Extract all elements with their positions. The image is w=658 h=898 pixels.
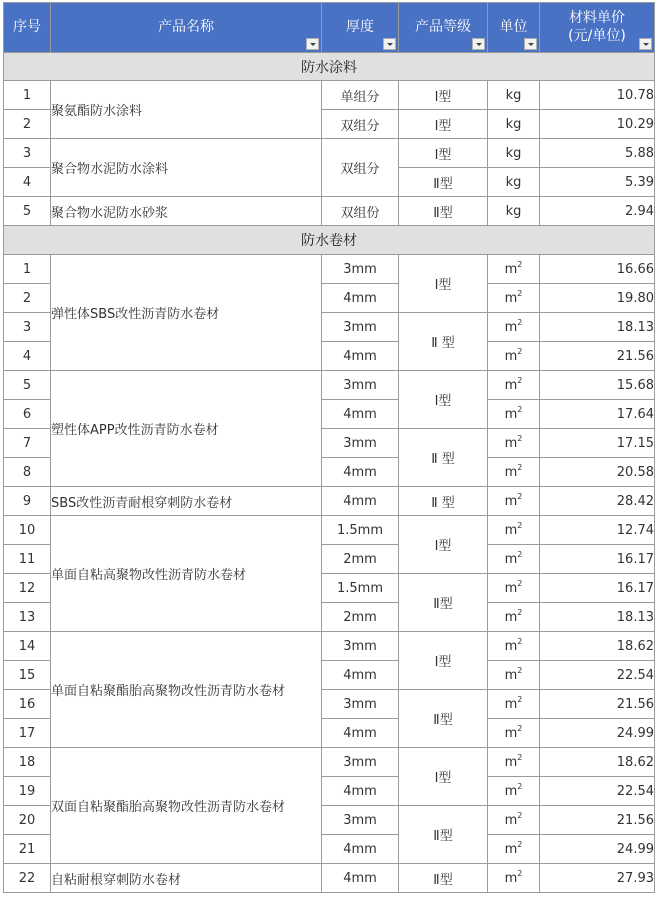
cell-grade: Ⅰ型	[399, 81, 488, 110]
cell-price: 18.62	[540, 748, 655, 777]
cell-thickness: 3mm	[322, 806, 399, 835]
cell-grade: Ⅱ 型	[399, 487, 488, 516]
unit-exponent: 2	[517, 839, 523, 849]
cell-thickness: 4mm	[322, 777, 399, 806]
unit-base: m	[504, 522, 518, 538]
cell-unit	[488, 429, 540, 458]
cell-seq: 15	[4, 661, 51, 690]
header-row	[4, 3, 655, 53]
unit-base: m	[504, 609, 518, 625]
cell-price: 18.13	[540, 603, 655, 632]
cell-unit: kg	[488, 168, 540, 197]
cell-unit	[488, 458, 540, 487]
unit-base: m	[504, 348, 518, 364]
unit-base: m	[504, 638, 518, 654]
cell-unit	[488, 748, 540, 777]
cell-thickness: 4mm	[322, 284, 399, 313]
unit-base: m	[504, 696, 518, 712]
cell-price: 22.54	[540, 661, 655, 690]
unit-base: m	[504, 493, 518, 509]
unit-exponent: 2	[517, 868, 523, 878]
cell-price: 15.68	[540, 371, 655, 400]
cell-price: 10.29	[540, 110, 655, 139]
cell-thickness: 4mm	[322, 864, 399, 893]
unit-base: m	[504, 870, 518, 886]
header-seq: 序号	[4, 3, 51, 53]
cell-thickness: 1.5mm	[322, 574, 399, 603]
cell-thickness: 1.5mm	[322, 516, 399, 545]
unit-base: m	[504, 551, 518, 567]
unit-exponent: 2	[517, 665, 523, 675]
unit-base: m	[504, 667, 518, 683]
cell-unit	[488, 864, 540, 893]
unit-exponent: 2	[517, 694, 523, 704]
unit-exponent: 2	[517, 578, 523, 588]
cell-seq: 3	[4, 313, 51, 342]
cell-price: 20.58	[540, 458, 655, 487]
cell-unit	[488, 545, 540, 574]
unit-exponent: 2	[517, 636, 523, 646]
cell-unit	[488, 632, 540, 661]
cell-grade: Ⅱ 型	[399, 429, 488, 487]
cell-grade: Ⅱ型	[399, 806, 488, 864]
cell-unit	[488, 603, 540, 632]
cell-price: 2.94	[540, 197, 655, 226]
unit-base: m	[504, 377, 518, 393]
cell-product-name: 单面自粘聚酯胎高聚物改性沥青防水卷材	[51, 632, 322, 748]
header-unit[interactable]: 单位	[488, 3, 540, 53]
filter-dropdown-icon[interactable]	[306, 38, 319, 50]
cell-unit: kg	[488, 81, 540, 110]
table-row	[4, 487, 655, 516]
cell-price: 5.88	[540, 139, 655, 168]
cell-unit	[488, 255, 540, 284]
cell-price: 22.54	[540, 777, 655, 806]
cell-thickness: 4mm	[322, 719, 399, 748]
cell-unit	[488, 574, 540, 603]
cell-thickness: 3mm	[322, 690, 399, 719]
filter-dropdown-icon[interactable]	[639, 38, 652, 50]
cell-seq: 8	[4, 458, 51, 487]
unit-exponent: 2	[517, 375, 523, 385]
cell-grade: Ⅱ型	[399, 864, 488, 893]
cell-unit	[488, 777, 540, 806]
cell-seq: 5	[4, 371, 51, 400]
filter-dropdown-icon[interactable]	[383, 38, 396, 50]
cell-price: 24.99	[540, 719, 655, 748]
section-title-membrane: 防水卷材	[4, 226, 655, 255]
cell-thickness: 双组分	[322, 139, 399, 197]
cell-grade: Ⅱ型	[399, 168, 488, 197]
cell-thickness: 3mm	[322, 429, 399, 458]
unit-base: m	[504, 754, 518, 770]
cell-seq: 1	[4, 255, 51, 284]
header-thickness[interactable]: 厚度	[322, 3, 399, 53]
cell-thickness: 3mm	[322, 313, 399, 342]
table-row	[4, 255, 655, 284]
unit-base: m	[504, 464, 518, 480]
cell-grade: Ⅱ型	[399, 574, 488, 632]
unit-exponent: 2	[517, 259, 523, 269]
cell-seq: 2	[4, 284, 51, 313]
cell-thickness: 4mm	[322, 458, 399, 487]
cell-price: 12.74	[540, 516, 655, 545]
header-grade[interactable]: 产品等级	[399, 3, 488, 53]
unit-exponent: 2	[517, 462, 523, 472]
unit-base: m	[504, 812, 518, 828]
cell-thickness: 3mm	[322, 255, 399, 284]
cell-price: 16.17	[540, 574, 655, 603]
table-row	[4, 516, 655, 545]
table-row	[4, 371, 655, 400]
unit-base: m	[504, 261, 518, 277]
cell-thickness: 双组份	[322, 197, 399, 226]
unit-base: m	[504, 783, 518, 799]
cell-product-name: 双面自粘聚酯胎高聚物改性沥青防水卷材	[51, 748, 322, 864]
unit-exponent: 2	[517, 607, 523, 617]
cell-seq: 14	[4, 632, 51, 661]
cell-thickness: 2mm	[322, 545, 399, 574]
cell-seq: 9	[4, 487, 51, 516]
cell-grade: Ⅰ型	[399, 110, 488, 139]
cell-seq: 3	[4, 139, 51, 168]
unit-base: m	[504, 406, 518, 422]
unit-base: m	[504, 580, 518, 596]
unit-base: m	[504, 841, 518, 857]
cell-thickness: 4mm	[322, 400, 399, 429]
filter-dropdown-icon[interactable]	[472, 38, 485, 50]
cell-product-name: 弹性体SBS改性沥青防水卷材	[51, 255, 322, 371]
cell-thickness: 双组分	[322, 110, 399, 139]
cell-price: 17.64	[540, 400, 655, 429]
cell-seq: 1	[4, 81, 51, 110]
unit-base: m	[504, 290, 518, 306]
unit-base: m	[504, 725, 518, 741]
unit-exponent: 2	[517, 317, 523, 327]
cell-unit	[488, 487, 540, 516]
cell-seq: 19	[4, 777, 51, 806]
cell-unit	[488, 661, 540, 690]
unit-base: m	[504, 435, 518, 451]
cell-grade: Ⅰ型	[399, 371, 488, 429]
cell-seq: 2	[4, 110, 51, 139]
cell-price: 17.15	[540, 429, 655, 458]
table-row	[4, 81, 655, 110]
cell-thickness: 3mm	[322, 371, 399, 400]
table-row	[4, 197, 655, 226]
cell-product-name: 聚合物水泥防水涂料	[51, 139, 322, 197]
cell-seq: 10	[4, 516, 51, 545]
cell-unit	[488, 516, 540, 545]
cell-thickness: 4mm	[322, 342, 399, 371]
section-title-coating: 防水涂料	[4, 53, 655, 81]
section-row-coating	[4, 53, 655, 81]
cell-price: 16.66	[540, 255, 655, 284]
header-name[interactable]: 产品名称	[51, 3, 322, 53]
cell-unit	[488, 284, 540, 313]
filter-dropdown-icon[interactable]	[524, 38, 537, 50]
unit-exponent: 2	[517, 810, 523, 820]
cell-grade: Ⅰ型	[399, 139, 488, 168]
cell-seq: 5	[4, 197, 51, 226]
cell-price: 19.80	[540, 284, 655, 313]
cell-grade: Ⅱ 型	[399, 313, 488, 371]
table-row	[4, 748, 655, 777]
cell-price: 28.42	[540, 487, 655, 516]
cell-unit	[488, 371, 540, 400]
unit-exponent: 2	[517, 288, 523, 298]
cell-thickness: 4mm	[322, 661, 399, 690]
cell-grade: Ⅱ型	[399, 197, 488, 226]
cell-seq: 6	[4, 400, 51, 429]
header-price[interactable]: 材料单价 (元/单位)	[540, 3, 655, 53]
cell-seq: 11	[4, 545, 51, 574]
cell-thickness: 3mm	[322, 632, 399, 661]
section-row-membrane	[4, 226, 655, 255]
cell-thickness: 3mm	[322, 748, 399, 777]
unit-exponent: 2	[517, 520, 523, 530]
cell-price: 21.56	[540, 690, 655, 719]
cell-unit	[488, 690, 540, 719]
table-row	[4, 632, 655, 661]
cell-price: 18.62	[540, 632, 655, 661]
unit-exponent: 2	[517, 723, 523, 733]
cell-price: 21.56	[540, 806, 655, 835]
cell-seq: 12	[4, 574, 51, 603]
cell-thickness: 4mm	[322, 835, 399, 864]
cell-seq: 20	[4, 806, 51, 835]
unit-exponent: 2	[517, 433, 523, 443]
cell-seq: 22	[4, 864, 51, 893]
cell-grade: Ⅰ型	[399, 748, 488, 806]
cell-unit: kg	[488, 197, 540, 226]
unit-exponent: 2	[517, 781, 523, 791]
cell-price: 10.78	[540, 81, 655, 110]
cell-price: 18.13	[540, 313, 655, 342]
cell-thickness: 2mm	[322, 603, 399, 632]
cell-price: 24.99	[540, 835, 655, 864]
cell-product-name: SBS改性沥青耐根穿刺防水卷材	[51, 487, 322, 516]
cell-unit	[488, 313, 540, 342]
cell-thickness: 单组分	[322, 81, 399, 110]
cell-price: 16.17	[540, 545, 655, 574]
price-table	[3, 2, 655, 893]
cell-unit	[488, 342, 540, 371]
cell-seq: 4	[4, 342, 51, 371]
unit-exponent: 2	[517, 491, 523, 501]
cell-product-name: 聚合物水泥防水砂浆	[51, 197, 322, 226]
cell-grade: Ⅰ型	[399, 516, 488, 574]
cell-grade: Ⅰ型	[399, 255, 488, 313]
cell-thickness: 4mm	[322, 487, 399, 516]
table-row	[4, 864, 655, 893]
cell-seq: 18	[4, 748, 51, 777]
cell-price: 5.39	[540, 168, 655, 197]
cell-grade: Ⅱ型	[399, 690, 488, 748]
unit-base: m	[504, 319, 518, 335]
cell-unit: kg	[488, 139, 540, 168]
unit-exponent: 2	[517, 549, 523, 559]
cell-seq: 21	[4, 835, 51, 864]
cell-seq: 16	[4, 690, 51, 719]
cell-unit	[488, 835, 540, 864]
cell-seq: 7	[4, 429, 51, 458]
unit-exponent: 2	[517, 752, 523, 762]
cell-seq: 13	[4, 603, 51, 632]
cell-product-name: 聚氨酯防水涂料	[51, 81, 322, 139]
cell-product-name: 自粘耐根穿刺防水卷材	[51, 864, 322, 893]
cell-price: 21.56	[540, 342, 655, 371]
unit-exponent: 2	[517, 404, 523, 414]
cell-unit	[488, 806, 540, 835]
cell-unit: kg	[488, 110, 540, 139]
cell-grade: Ⅰ型	[399, 632, 488, 690]
cell-unit	[488, 400, 540, 429]
cell-seq: 17	[4, 719, 51, 748]
cell-seq: 4	[4, 168, 51, 197]
cell-unit	[488, 719, 540, 748]
membrane-rows	[4, 255, 655, 893]
cell-product-name: 塑性体APP改性沥青防水卷材	[51, 371, 322, 487]
cell-price: 27.93	[540, 864, 655, 893]
table-row	[4, 139, 655, 168]
cell-product-name: 单面自粘高聚物改性沥青防水卷材	[51, 516, 322, 632]
unit-exponent: 2	[517, 346, 523, 356]
